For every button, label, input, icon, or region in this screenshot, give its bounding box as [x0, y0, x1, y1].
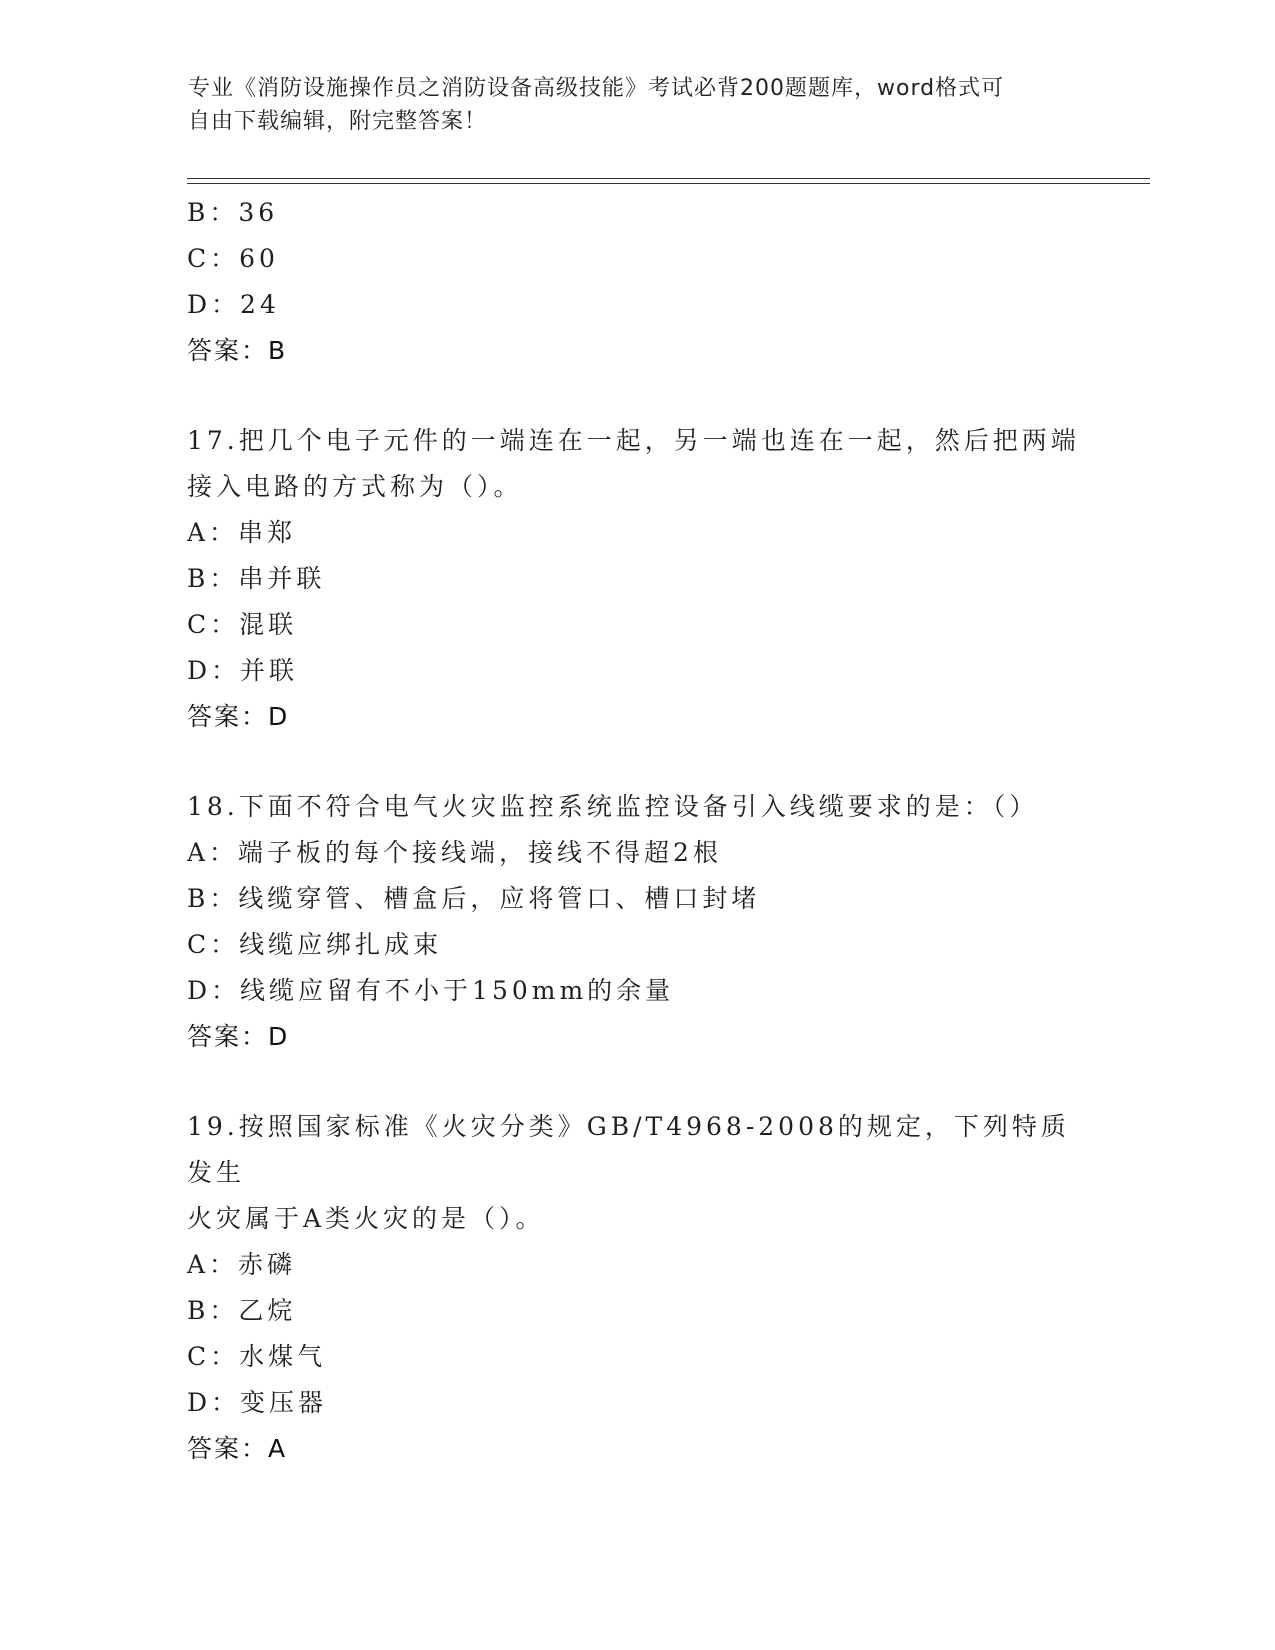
prev-question-block — [187, 190, 1087, 374]
header-line-1: 专业《消防设施操作员之消防设备高级技能》考试必背200题题库，word格式可 — [188, 76, 1005, 101]
question-18 — [187, 784, 1087, 1060]
option-a: A：端子板的每个接线端，接线不得超2根 — [187, 838, 722, 867]
question-text-line: 17.把几个电子元件的一端连在一起，另一端也连在一起，然后把两端 — [187, 426, 1080, 455]
option-b: B：线缆穿管、槽盒后，应将管口、槽口封堵 — [187, 884, 761, 913]
answer-label: 答案：A — [187, 1434, 288, 1463]
option-c: C：60 — [187, 244, 279, 273]
option-c: C：水煤气 — [187, 1342, 327, 1371]
question-text-line: 18.下面不符合电气火灾监控系统监控设备引入线缆要求的是：（） — [187, 792, 1039, 821]
option-d: D：并联 — [187, 656, 299, 685]
question-text-line: 19.按照国家标准《火灾分类》GB/T4968-2008的规定，下列特质发生 — [187, 1112, 1070, 1187]
header-divider-bottom — [187, 183, 1150, 184]
option-a: A：串郑 — [187, 518, 297, 547]
option-b: B：乙烷 — [187, 1296, 297, 1325]
header-divider-top — [187, 178, 1150, 179]
question-text-line: 火灾属于A类火灾的是（）。 — [187, 1204, 545, 1233]
question-list — [187, 190, 1087, 1472]
option-b: B：串并联 — [187, 564, 326, 593]
option-c: C：线缆应绑扎成束 — [187, 930, 443, 959]
answer-label: 答案：B — [187, 336, 288, 365]
option-d: D：24 — [187, 290, 280, 319]
option-d: D：变压器 — [187, 1388, 328, 1417]
question-text-line: 接入电路的方式称为（）。 — [187, 472, 523, 501]
question-17 — [187, 418, 1087, 740]
option-a: A：赤磷 — [187, 1250, 297, 1279]
option-b: B：36 — [187, 198, 279, 227]
answer-label: 答案：D — [187, 702, 290, 731]
question-19 — [187, 1104, 1087, 1472]
answer-label: 答案：D — [187, 1022, 290, 1051]
document-header — [188, 72, 1068, 138]
header-line-2: 自由下载编辑，附完整答案！ — [188, 109, 488, 134]
option-c: C：混联 — [187, 610, 298, 639]
option-d: D：线缆应留有不小于150mm的余量 — [187, 976, 675, 1005]
